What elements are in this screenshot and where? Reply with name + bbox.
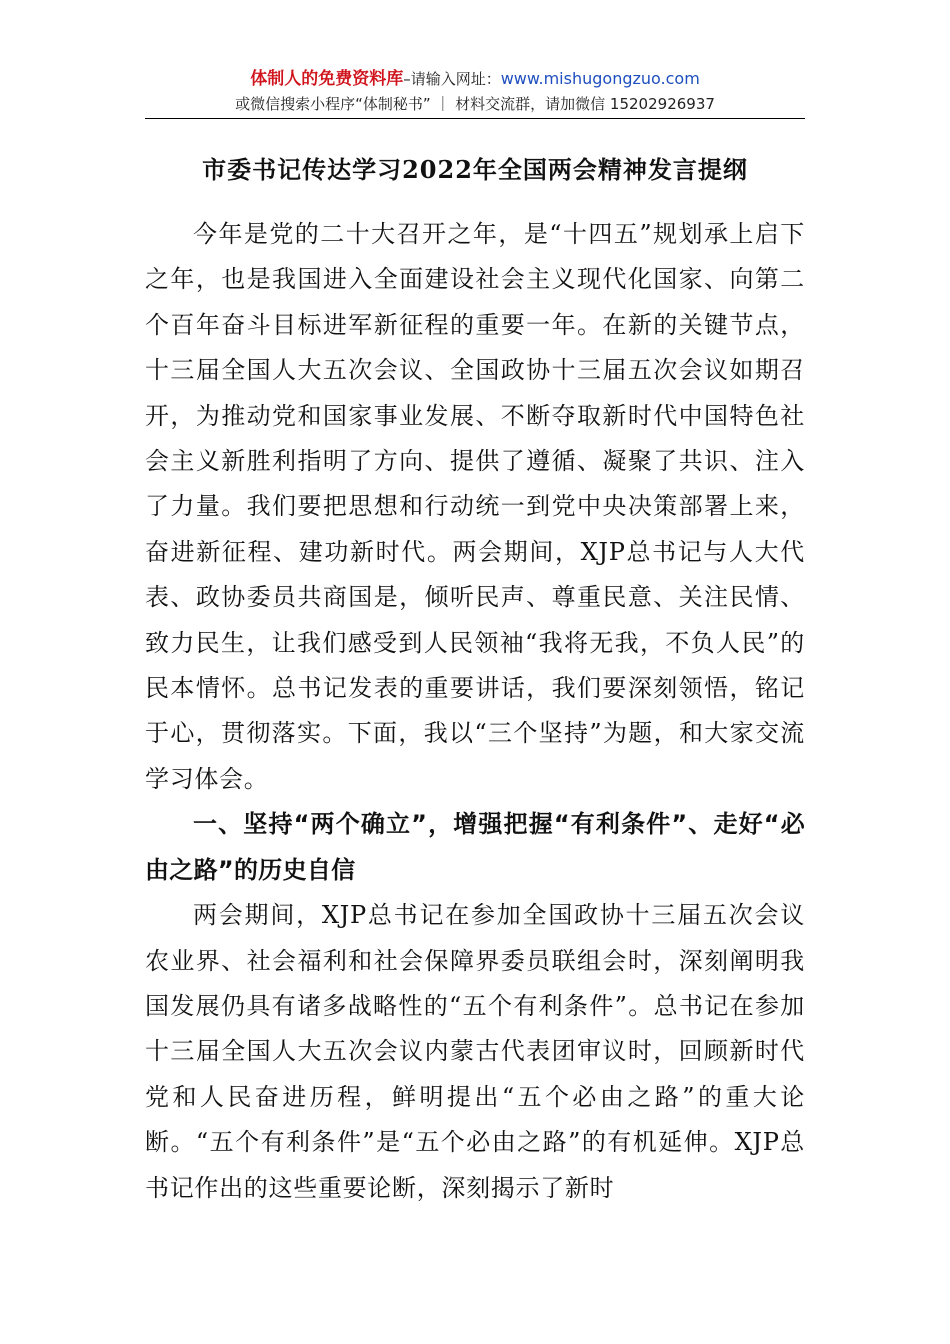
section-heading-1: 一、坚持“两个确立”，增强把握“有利条件”、走好“必由之路”的历史自信 bbox=[145, 810, 805, 884]
header-prompt: –请输入网址： bbox=[403, 70, 501, 88]
page-header bbox=[145, 66, 805, 116]
header-url-link[interactable]: www.mishugongzuo.com bbox=[500, 69, 700, 88]
header-promo-line bbox=[145, 66, 805, 92]
header-brand: 体制人的免费资料库 bbox=[250, 69, 404, 89]
body-paragraph-section1: 两会期间，XJP总书记在参加全国政协十三届五次会议农业界、社会福利和社会保障界委员联组会时，深刻阐明我国发展仍具有诸多战略性的“五个有利条件”。总书记在参加十三届全国人大五次会议内蒙古代表团审议时，回顾新时代党和人民奋进历程，鲜明提出“五个必由之路”的重大论断。“五个有利条件”是“五个必由之路”的有机延伸。XJP总书记作出的这些重要论断，深刻揭示了新时 bbox=[145, 901, 805, 1202]
body-paragraph-intro: 今年是党的二十大召开之年，是“十四五”规划承上启下之年，也是我国进入全面建设社会主义现代化国家、向第二个百年奋斗目标进军新征程的重要一年。在新的关键节点，十三届全国人大五次会议、全国政协十三届五次会议如期召开，为推动党和国家事业发展、不断夺取新时代中国特色社会主义新胜利指明了方向、提供了遵循、凝聚了共识、注入了力量。我们要把思想和行动统一到党中央决策部署上来，奋进新征程、建功新时代。两会期间，XJP总书记与人大代表、政协委员共商国是，倾听民声、尊重民意、关注民情、致力民生，让我们感受到人民领袖“我将无我，不负人民”的民本情怀。总书记发表的重要讲话，我们要深刻领悟，铭记于心，贯彻落实。下面，我以“三个坚持”为题，和大家交流学习体会。 bbox=[145, 220, 805, 793]
document-body bbox=[145, 212, 805, 1211]
header-divider bbox=[145, 118, 805, 119]
header-contact-line: 或微信搜索小程序“体制秘书” ｜ 材料交流群，请加微信 15202926937 bbox=[235, 95, 715, 113]
document-title: 市委书记传达学习2022年全国两会精神发言提纲 bbox=[202, 155, 748, 184]
